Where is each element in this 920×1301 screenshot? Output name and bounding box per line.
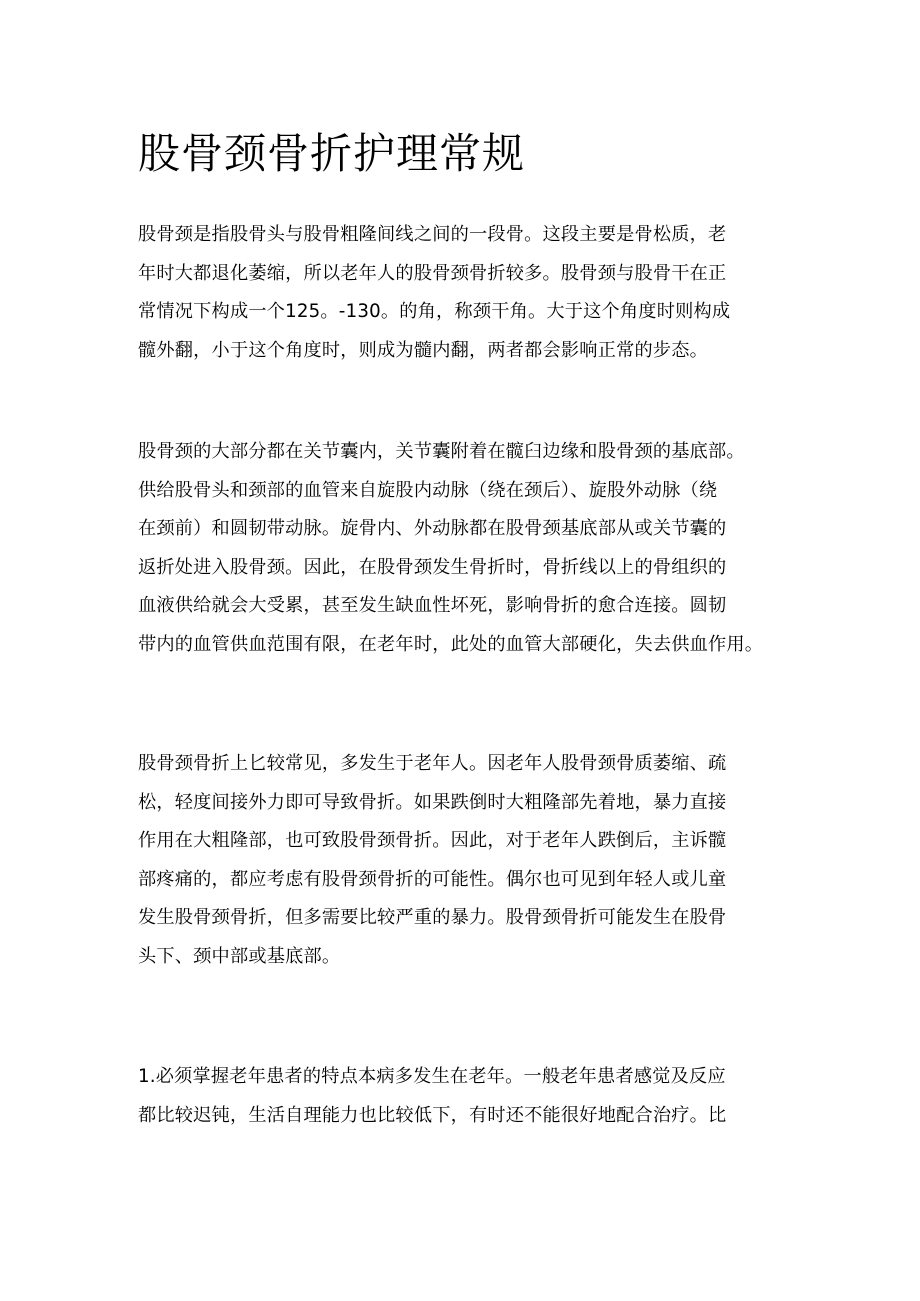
text-line: 供给股骨头和颈部的血管来自旋股内动脉（绕在颈后）、旋股外动脉（绕: [138, 479, 718, 501]
text-line: 股骨颈骨折上匕较常见，多发生于老年人。因老年人股骨颈骨质萎缩、疏: [138, 753, 727, 774]
paragraph-blood-supply: [138, 433, 798, 665]
text-line: 血液供给就会大受累，甚至发生缺血性坏死，影响骨折的愈合连接。圆韧: [138, 595, 727, 617]
text-line: 带内的血管供血范围有限，在老年时，此处的血管大部硬化，失去供血作用。: [138, 633, 764, 655]
paragraph-nursing-point-1: [138, 1058, 798, 1135]
text-line: 年时大都退化萎缩，所以老年人的股骨颈骨折较多。股骨颈与股骨干在正: [138, 262, 727, 284]
text-line: 松，轻度间接外力即可导致骨折。如果跌倒时大粗隆部先着地，暴力直接: [138, 791, 727, 813]
text-line: 股骨颈的大部分都在关节囊内，关节囊附着在髋臼边缘和股骨颈的基底部。: [138, 441, 745, 462]
paragraph-fracture-causes: [138, 745, 798, 977]
text-line: 股骨颈是指股骨头与股骨粗隆间线之间的一段骨。这段主要是骨松质，老: [138, 224, 727, 245]
text-line: 头下、颈中部或基底部。: [138, 945, 341, 967]
text-line: 作用在大粗隆部，也可致股骨颈骨折。因此，对于老年人跌倒后，主诉髋: [138, 830, 727, 852]
text-line: 部疼痛的，都应考虑有股骨颈骨折的可能性。偶尔也可见到年轻人或儿童: [138, 868, 727, 890]
paragraph-femoral-neck-definition: [138, 216, 798, 370]
text-line: 在颈前）和圆韧带动脉。旋骨内、外动脉都在股骨颈基底部从或关节囊的: [138, 518, 727, 540]
text-line: 发生股骨颈骨折，但多需要比较严重的暴力。股骨颈骨折可能发生在股骨: [138, 907, 727, 929]
text-line: 返折处进入股骨颈。因此，在股骨颈发生骨折时，骨折线以上的骨组织的: [138, 556, 727, 578]
text-line: 髋外翻，小于这个角度时，则成为髓内翻，两者都会影响正常的步态。: [138, 339, 709, 361]
text-line: 都比较迟钝，生活自理能力也比较低下，有时还不能很好地配合治疗。比: [138, 1104, 727, 1126]
text-line: 常情况下构成一个125。-130。的角，称颈干角。大于这个角度时则构成: [138, 301, 731, 323]
text-line: 1.必须掌握老年患者的特点本病多发生在老年。一般老年患者感觉及反应: [138, 1066, 726, 1087]
document-title: 股骨颈骨折护理常规: [138, 129, 526, 178]
